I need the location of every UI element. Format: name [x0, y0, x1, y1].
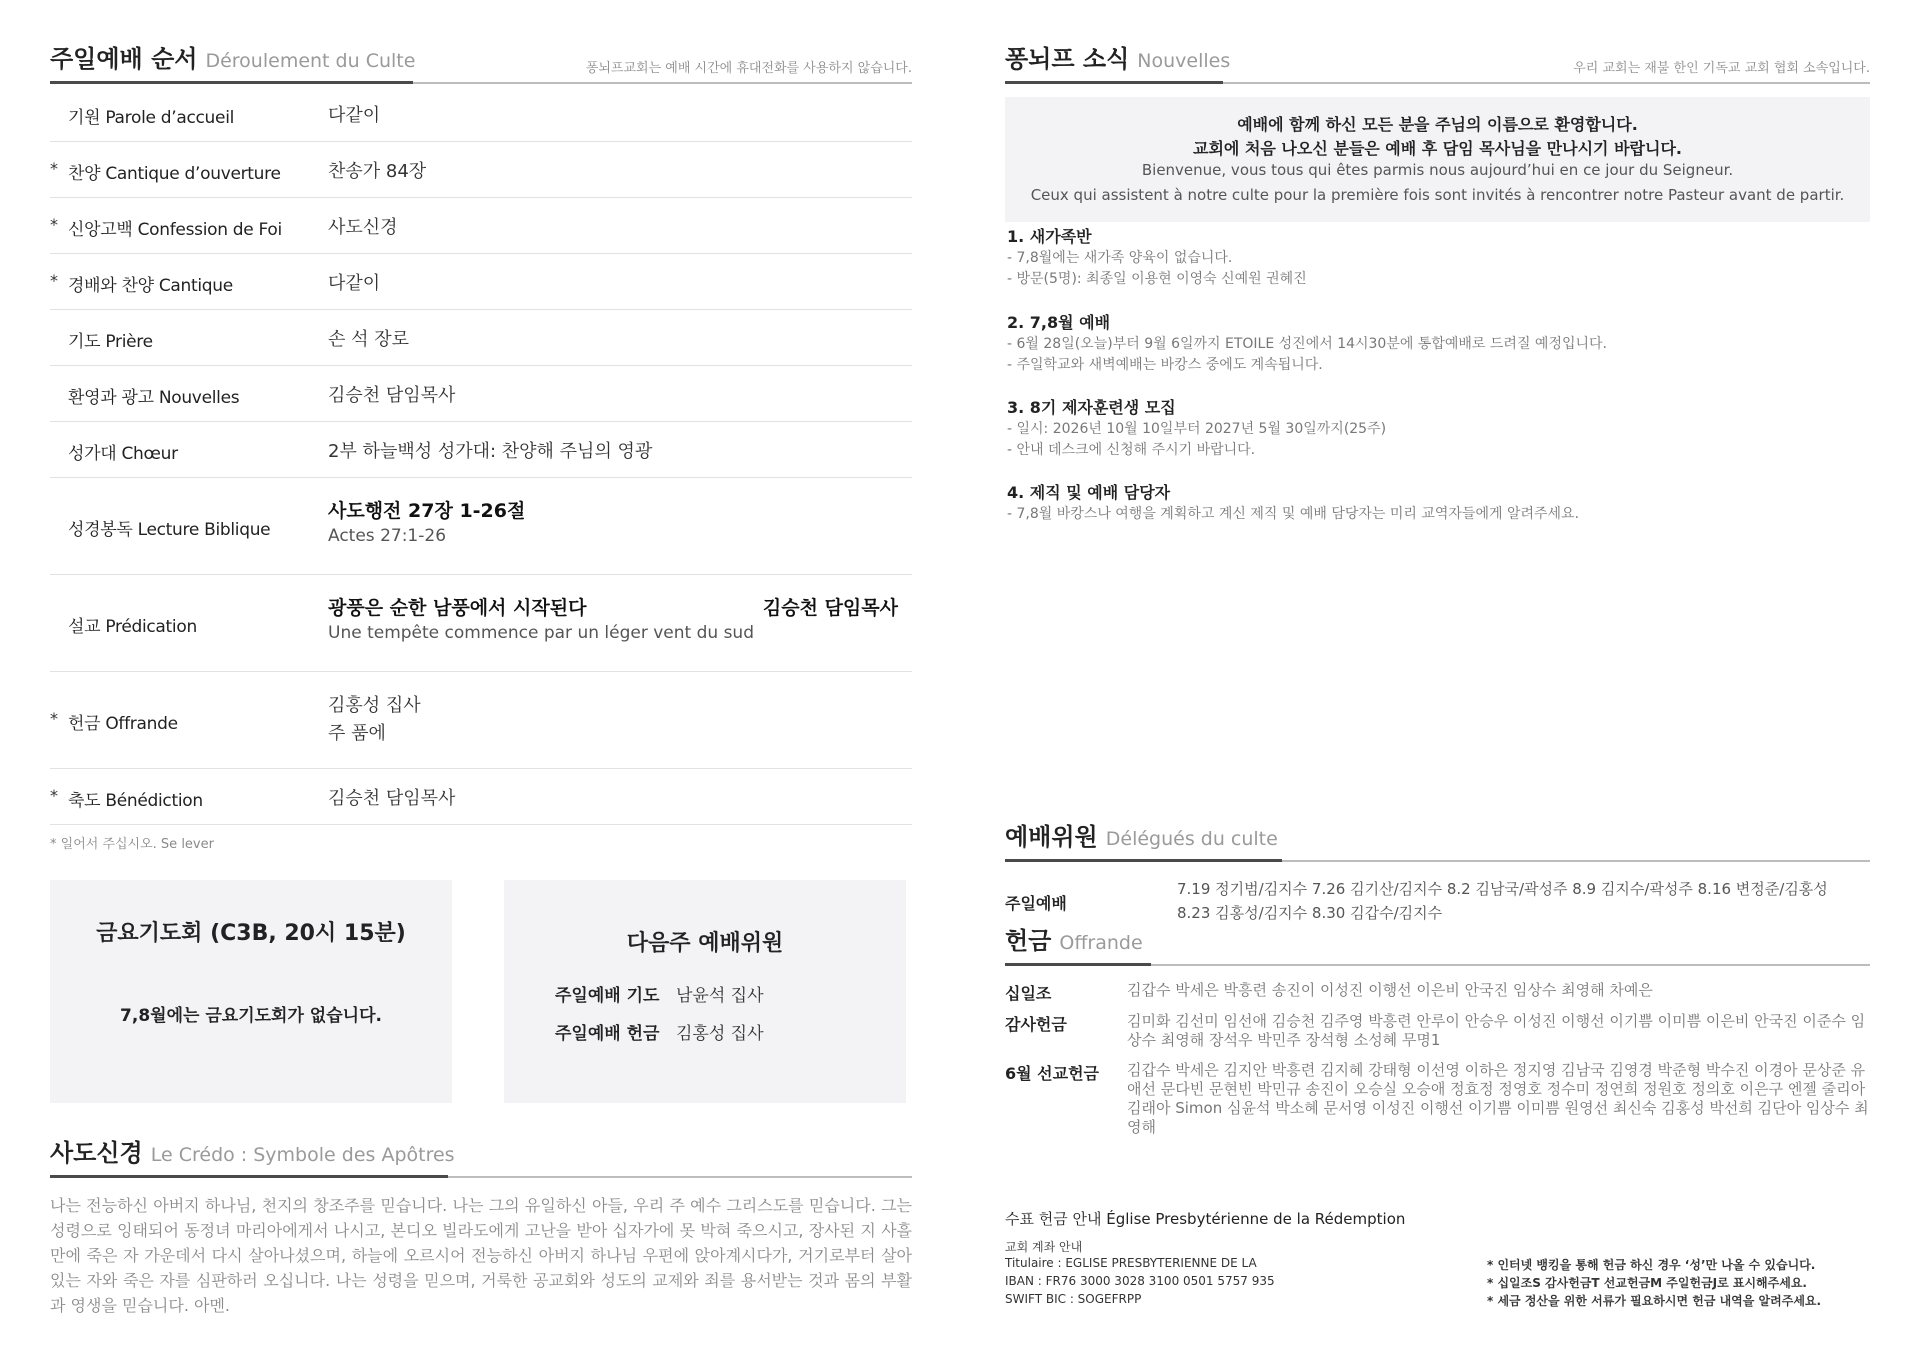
- friday-prayer-box: [50, 880, 452, 1103]
- welcome-fr-line: Bienvenue, vous tous qui êtes parmis nous aujourd’hui en ce jour du Seigneur.: [1141, 161, 1734, 179]
- creed-title-fr: Le Crédo : Symbole des Apôtres: [150, 1144, 455, 1166]
- creed-header: [50, 1138, 912, 1178]
- order-value: 2부 하늘백성 성가대: 찬양해 주님의 영광: [328, 441, 653, 462]
- order-row: [50, 769, 912, 825]
- order-value: 김승천 담임목사: [328, 385, 456, 406]
- header-rule-accent: [50, 81, 413, 84]
- offering-label: 감사헌금: [1005, 1015, 1067, 1034]
- order-row: [50, 672, 912, 769]
- next-week-value: 김홍성 집사: [676, 1024, 764, 1044]
- news-title: 퐁뇌프 소식: [1005, 45, 1130, 73]
- order-row: [50, 254, 912, 310]
- news-item-title: 4. 제직 및 예배 담당자: [1007, 483, 1171, 502]
- news-item: [1007, 397, 1867, 461]
- news-item: [1007, 312, 1867, 376]
- order-label: 설교 Prédication: [68, 617, 197, 637]
- news-item-title: 3. 8기 제자훈련생 모집: [1007, 398, 1176, 417]
- news-item-title: 2. 7,8월 예배: [1007, 313, 1111, 332]
- bank-note: * 세금 정산을 위한 서류가 필요하시면 헌금 내역을 알려주세요.: [1487, 1294, 1822, 1308]
- news-item-title: 1. 새가족반: [1007, 227, 1092, 246]
- news-item-line: - 방문(5명): 최종일 이용현 이영숙 신예원 권혜진: [1007, 271, 1307, 287]
- order-label: 축도 Bénédiction: [68, 791, 203, 811]
- next-week-label: 주일예배 헌금: [555, 1024, 660, 1044]
- news-item-line: - 일시: 2026년 10월 10일부터 2027년 5월 30일까지(25주): [1007, 421, 1387, 437]
- news-item: [1007, 482, 1867, 525]
- order-row: [50, 575, 912, 672]
- welcome-box: [1005, 97, 1870, 222]
- welcome-ko-line: 예배에 함께 하신 모든 분을 주님의 이름으로 환영합니다.: [1237, 115, 1638, 134]
- bank-note: * 십일조S 감사헌금T 선교헌금M 주일헌금J로 표시해주세요.: [1487, 1276, 1807, 1290]
- news-item-line: - 주일학교와 새벽예배는 바캉스 중에도 계속됩니다.: [1007, 357, 1323, 373]
- next-week-title: 다음주 예배위원: [626, 931, 784, 956]
- order-value: 김홍성 집사: [328, 695, 421, 716]
- news-item-line: - 6월 28일(오늘)부터 9월 6일까지 ETOILE 성진에서 14시30분에 통합예배로 드려질 예정입니다.: [1007, 336, 1608, 352]
- header-rule-accent: [1005, 81, 1223, 84]
- delegates-line: 8.23 김홍성/김지수 8.30 김갑수/김지수: [1177, 904, 1443, 922]
- delegates-label: 주일예배: [1005, 894, 1067, 913]
- news-item: [1007, 226, 1867, 290]
- welcome-ko-line: 교회에 처음 나오신 분들은 예배 후 담임 목사님을 만나시기 바랍니다.: [1193, 139, 1682, 158]
- order-row: [50, 142, 912, 198]
- standing-mark: *: [50, 271, 58, 290]
- order-label: 헌금 Offrande: [68, 714, 178, 734]
- sermon-title: 광풍은 순한 남풍에서 시작된다: [328, 597, 587, 619]
- bank-note: * 인터넷 뱅킹을 통해 헌금 하신 경우 ‘성’만 나올 수 있습니다.: [1487, 1258, 1816, 1272]
- membership-notice: 우리 교회는 재불 한인 기독교 교회 협회 소속입니다.: [1573, 61, 1870, 76]
- delegates-title-fr: Délégués du culte: [1105, 828, 1278, 850]
- friday-prayer-text: 7,8월에는 금요기도회가 없습니다.: [120, 1006, 382, 1026]
- offering-title-fr: Offrande: [1059, 932, 1143, 954]
- sermon-title-fr: Une tempête commence par un léger vent du sud: [328, 623, 754, 643]
- bank-swift: SWIFT BIC : SOGEFRPP: [1005, 1292, 1142, 1306]
- order-value: 찬송가 84장: [328, 161, 427, 182]
- order-row: [50, 310, 912, 366]
- order-value: 김승천 담임목사: [328, 788, 456, 809]
- service-order: [50, 86, 912, 825]
- delegates-title: 예배위원: [1005, 823, 1098, 851]
- standing-mark: *: [50, 159, 58, 178]
- header-rule-accent: [50, 1175, 448, 1178]
- bank-subtitle: 교회 계좌 안내: [1005, 1240, 1083, 1254]
- order-label: 찬양 Cantique d’ouverture: [68, 164, 281, 184]
- order-row: [50, 366, 912, 422]
- order-value: 사도신경: [328, 217, 398, 238]
- order-header: [50, 44, 912, 84]
- order-row: [50, 86, 912, 142]
- header-rule-accent: [1005, 859, 1282, 862]
- right-page: [1005, 0, 1870, 1357]
- phone-notice: 퐁뇌프교회는 예배 시간에 휴대전화를 사용하지 않습니다.: [585, 61, 912, 76]
- order-label: 기도 Prière: [68, 332, 153, 352]
- offering-names: 김미화 김선미 임선애 김승천 김주영 박흥련 안루이 안승우 이성진 이행선 이기쁨 이미쁨 이은비 안국진 이준수 임상수 최영해 장석우 박민주 장석형 소성혜 무명1: [1127, 1012, 1866, 1049]
- bank-title: 수표 헌금 안내 Église Presbytérienne de la Rédemption: [1005, 1210, 1406, 1228]
- order-value: 손 석 장로: [328, 329, 409, 350]
- order-value-sub: 주 품에: [328, 723, 386, 744]
- order-label: 기원 Parole d’accueil: [68, 108, 235, 128]
- news-title-fr: Nouvelles: [1137, 50, 1231, 72]
- news-item-line: - 7,8월에는 새가족 양육이 없습니다.: [1007, 250, 1233, 266]
- scripture-reference-fr: Actes 27:1-26: [328, 526, 447, 546]
- order-label: 성가대 Chœur: [68, 444, 178, 464]
- offering-label: 6월 선교헌금: [1005, 1064, 1099, 1083]
- welcome-fr-line: Ceux qui assistent à notre culte pour la première fois sont invités à rencontrer notre Pasteur avant de partir.: [1030, 186, 1845, 204]
- delegates-header: [1005, 822, 1870, 862]
- creed-title: 사도신경: [50, 1139, 143, 1167]
- delegates-line: 7.19 정기범/김지수 7.26 김기산/김지수 8.2 김남국/곽성주 8.9 김지수/곽성주 8.16 변정준/김홍성: [1177, 880, 1828, 898]
- offering-names: 김갑수 박세은 김지안 박흥련 김지혜 강태형 이선영 이하은 정지영 김남국 김영경 박준형 박수진 이경아 문상준 유애선 문다빈 문현빈 박민규 송진이 오승실 오승애 정효정 정영호 정수미 정연희 정원호 정의호 이은구 엔젤 줄리아 김래아 Simon 심윤석 박소혜 문서영 이성진 이행선 이기쁨 이미쁨 원영선 최신숙 김홍성 박선희 김단아 임상수 최영해: [1127, 1061, 1869, 1136]
- order-title: 주일예배 순서: [50, 45, 198, 73]
- offering-title: 헌금: [1005, 927, 1052, 955]
- bank-iban: IBAN : FR76 3000 3028 3100 0501 5757 935: [1005, 1274, 1275, 1288]
- next-week-box: [504, 880, 906, 1103]
- header-rule-accent: [1005, 963, 1151, 966]
- news-header: [1005, 44, 1870, 84]
- left-page: [50, 0, 912, 1357]
- standing-mark: *: [50, 215, 58, 234]
- order-value: 다같이: [328, 105, 381, 126]
- order-title-fr: Déroulement du Culte: [205, 50, 416, 72]
- order-label: 경배와 찬양 Cantique: [68, 276, 233, 296]
- order-row: [50, 198, 912, 254]
- bank-holder: Titulaire : EGLISE PRESBYTERIENNE DE LA: [1005, 1256, 1257, 1270]
- offering-names: 김갑수 박세은 박흥련 송진이 이성진 이행선 이은비 안국진 임상수 최영해 차예은: [1127, 981, 1653, 999]
- order-label: 신앙고백 Confession de Foi: [68, 220, 282, 240]
- news-item-line: - 안내 데스크에 신청해 주시기 바랍니다.: [1007, 442, 1256, 458]
- creed-text: 나는 전능하신 아버지 하나님, 천지의 창조주를 믿습니다. 나는 그의 유일하신 아들, 우리 주 예수 그리스도를 믿습니다. 그는 성령으로 잉태되어 동정녀 마리아에게서 나시고, 본디오 빌라도에게 고난을 받아 십자가에 못 박혀 죽으시고, 장사된 지 사흘만에 죽은 자 가운데서 다시 살아나셨으며, 하늘에 오르시어 전능하신 아버지 하나님 우편에 앉아계시다가, 거기로부터 살아있는 자와 죽은 자를 심판하러 오십니다. 나는 성령을 믿으며, 거룩한 공교회와 성도의 교제와 죄를 용서받는 것과 몸의 부활과 영생을 믿습니다. 아멘.: [50, 1196, 912, 1315]
- offering-header: [1005, 926, 1870, 966]
- preacher-name: 김승천 담임목사: [762, 597, 898, 619]
- order-label: 성경봉독 Lecture Biblique: [68, 520, 271, 540]
- standing-footnote: * 일어서 주십시오. Se lever: [50, 837, 214, 852]
- order-value: 다같이: [328, 273, 381, 294]
- news-item-line: - 7,8월 바캉스나 여행을 계획하고 계신 제직 및 예배 담당자는 미리 교역자들에게 알려주세요.: [1007, 506, 1580, 522]
- order-label: 환영과 광고 Nouvelles: [68, 388, 240, 408]
- standing-mark: *: [50, 709, 58, 728]
- next-week-value: 남윤석 집사: [676, 986, 764, 1006]
- friday-prayer-title: 금요기도회 (C3B, 20시 15분): [96, 921, 406, 946]
- order-row: [50, 478, 912, 575]
- scripture-reference: 사도행전 27장 1-26절: [328, 500, 526, 522]
- offering-label: 십일조: [1005, 984, 1052, 1003]
- next-week-label: 주일예배 기도: [555, 986, 660, 1006]
- order-row: [50, 422, 912, 478]
- standing-mark: *: [50, 786, 58, 805]
